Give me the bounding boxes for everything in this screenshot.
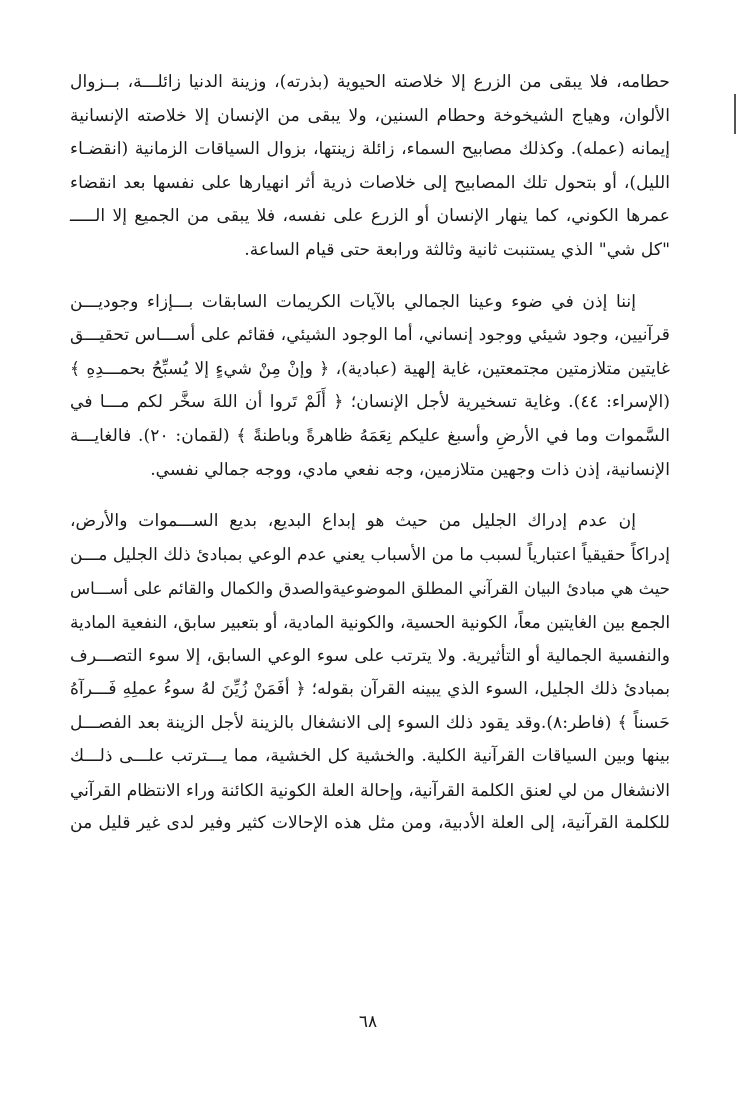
text-line: الانشغال من لي لعنق الكلمة القرآنية، وإحالة العلة الكونية الكائنة وراء الانتظام القرآني: [70, 779, 670, 800]
text-line: عمرها الكوني، كما ينهار الإنسان أو الزرع على نفسه، فلا يبقى من الجميع إلا الـــــ: [70, 206, 670, 227]
text-line: بمبادئ ذلك الجليل، السوء الذي يبينه القرآن بقوله؛ ﴿ أفَمَنْ زُيِّنَ لهُ سوءُ عملِهِ فَـــرآهُ: [70, 679, 670, 700]
paragraph: [70, 505, 670, 841]
text-line: إيمانه (عمله). وكذلك مصابيح السماء، زائلة زينتها، بزوال السياقات الزمانية (انقضـاء: [70, 139, 670, 160]
text-line: "كل شي" الذي يستنبت ثانية وثالثة ورابعة حتى قيام الساعة.: [244, 239, 670, 260]
text-line: غايتين متلازمتين مجتمعتين، غاية إلهية (عبادية)، ﴿ وإنْ مِنْ شيءٍ إلا يُسبِّحُ بحمـــدِهِ ﴾: [70, 358, 670, 379]
text-line: قرآنيين، وجود شيئي ووجود إنساني، أما الوجود الشيئي، فقائم على أســـاس تحقيـــق: [70, 325, 670, 346]
body-text: [70, 66, 670, 841]
text-line: الإنسانية، إذن ذات وجهين متلازمين، وجه نفعي مادي، ووجه جمالي نفسي.: [150, 459, 670, 480]
text-line: للكلمة القرآنية، إلى العلة الأدبية، ومن مثل هذه الإحالات كثير وفير لدى غير قليل من: [70, 813, 670, 834]
paragraph: [70, 66, 670, 268]
paragraph: [70, 286, 670, 488]
text-line: الألوان، وهياج الشيخوخة وحطام السنين، ولا يبقى من الإنسان إلا خلاصته الإنسانية: [70, 105, 670, 126]
text-line: إننا إذن في ضوء وعينا الجمالي بالآيات الكريمات السابقات بـــإزاء وجوديـــن: [70, 291, 636, 312]
text-line: حطامه، فلا يبقى من الزرع إلا خلاصته الحيوية (بذرته)، وزينة الدنيا زائلـــة، بــزوال: [70, 72, 670, 92]
text-line: السَّموات وما في الأرضِ وأسبغ عليكم نِعَمَهُ ظاهرةً وباطنةً ﴾ (لقمان: ٢٠). فالغايـــة: [70, 425, 670, 446]
text-line: حيث هي مبادئ البيان القرآني المطلق الموضوعيةوالصدق والكمال والقائم على أســـاس: [70, 579, 670, 599]
text-line: حَسناً ﴾ (فاطر:٨).وقد يقود ذلك السوء إلى الانشغال بالزينة لأجل الزينة بعد الفصـــل: [70, 712, 670, 733]
text-line: إدراكاً حقيقياً اعتبارياً لسبب ما من الأسباب يعني عدم الوعي بمبادئ ذلك الجليل مـــن: [70, 544, 670, 565]
text-line: الجمع بين الغايتين معاً، الكونية الحسية، والكونية المادية، أو بتعبير سابق، النفعية المادية: [70, 611, 670, 632]
page-number: ٦٨: [358, 1012, 378, 1032]
text-line: والنفسية الجمالية أو التأثيرية. ولا يترتب على سوء الوعي السابق، إلا سوء التصـــرف: [70, 645, 670, 666]
text-line: بينها وبين السياقات القرآنية الكلية. والخشية كل الخشية، مما يـــترتب علـــى ذلـــك: [70, 746, 670, 767]
text-line: (الإسراء: ٤٤). وغاية تسخيرية لأجل الإنسان؛ ﴿ أَلَمْ تَروا أن اللهَ سخَّر لكم مـــا في: [70, 392, 670, 413]
text-line: الليل)، أو بتحول تلك المصابيح إلى خلاصات ذرية أثر انهيارها على نفسها بعد انقضاء: [70, 172, 670, 193]
text-line: إن عدم إدراك الجليل من حيث هو إبداع البديع، بديع الســـموات والأرض،: [70, 511, 636, 532]
